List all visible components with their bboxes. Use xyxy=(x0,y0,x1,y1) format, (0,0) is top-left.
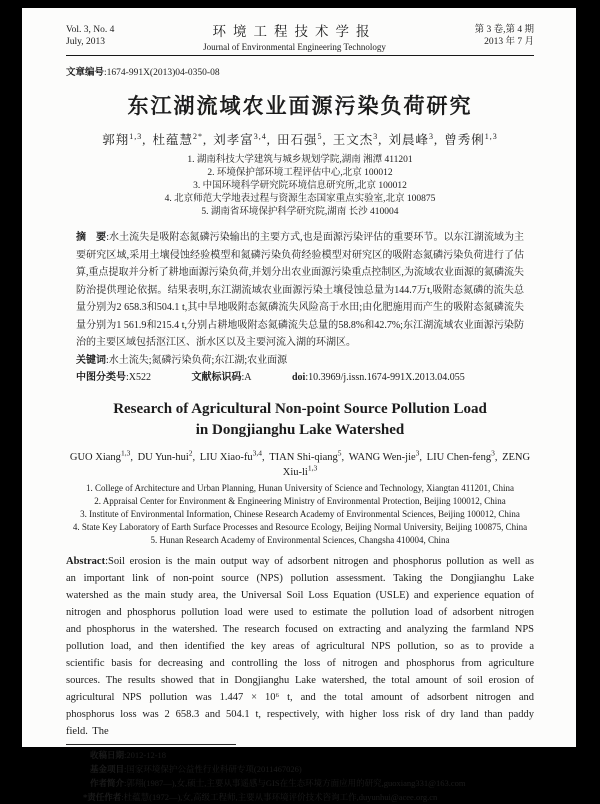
keywords-text: :水土流失;氮磷污染负荷;东江湖;农业面源 xyxy=(106,354,288,366)
received-date-line xyxy=(90,748,534,762)
fund-project-value: :国家环境保护公益性行业科研专项(2011467026) xyxy=(124,763,302,774)
masthead-journal-block xyxy=(114,20,474,52)
author-bio-value: :郭翔(1987—),女,硕士,主要从事遥感与GIS在生态环境方面应用的研究,guoxiang331@163.com xyxy=(124,777,466,788)
author-name: 曾秀俐 xyxy=(444,133,485,147)
scanned-paper-page xyxy=(22,8,576,802)
author-name: LIU Xiao-fu xyxy=(199,452,253,463)
author-name: DU Yun-hui xyxy=(137,452,189,463)
footnote-lines xyxy=(83,748,534,804)
author-affil-sup: 1,3 xyxy=(307,463,318,472)
author-separator: , xyxy=(192,452,198,463)
author-affil-sup: 3,4 xyxy=(252,448,262,458)
author-en xyxy=(426,448,495,463)
doc-code-label: 文献标识码 xyxy=(191,372,242,383)
doi-label: doi xyxy=(292,372,306,383)
author-line-en xyxy=(66,449,534,478)
author-affil-sup: 3 xyxy=(429,131,435,141)
author-separator: , xyxy=(142,133,147,147)
doi-value: :10.3969/j.issn.1674-991X.2013.04.055 xyxy=(305,372,465,383)
author-affil-sup: 3 xyxy=(415,448,420,458)
author-separator: , xyxy=(266,133,271,147)
issue-date-cn: 2013 年 7 月 xyxy=(484,37,534,47)
affiliation-en: 2. Appraisal Center for Environment & Engineering Ministry of Environmental Protection, Beijing 100012, China xyxy=(94,495,506,506)
affiliation-en: 5. Hunan Research Academy of Environmental Sciences, Changsha 410004, China xyxy=(150,534,450,545)
keywords-label: 关键词 xyxy=(76,354,106,366)
author-separator: , xyxy=(419,452,425,463)
author-name: LIU Chen-feng xyxy=(426,452,492,463)
doc-code-segment xyxy=(192,372,252,383)
author-name: GUO Xiang xyxy=(69,452,121,463)
issue-date-en: July, 2013 xyxy=(66,37,105,47)
author-separator: , xyxy=(322,133,327,147)
affiliation-en: 1. College of Architecture and Urban Planning, Hunan University of Science and Technology, Xiangtan 411201, China xyxy=(86,482,514,493)
abstract-cn-text: :水土流失是吸附态氮磷污染输出的主要方式,也是面源污染评估的重要环节。以东江湖流域为主要研究区域,采用土壤侵蚀经验模型和氮磷污染负荷经验模型对研究区的吸附态氮磷污染负荷进行了估算,重点提取并分析了耕地面源污染负荷,并划分出农业面源污染重点控制区,为流域农业面源的氮磷流失防治提供理论依据。结果表明,东江湖流域农业面源污染土壤侵蚀总量为144.7万t,吸附态氮磷的流失总量分别为2 658.3和504.1 t,其中旱地吸附态氮磷流失风险高于水田;由化肥施用而产生的吸附态氮磷流失量分别为1 561.9和215.4 t,分别占耕地吸附态氮磷流失总量的58.8%和42.7%;东江湖流域农业面源污染防治的主要区域包括沤江区、浙水区以及主要河流入湖的环湖区。 xyxy=(76,232,525,348)
paper-title-en-line2: in Dongjianghu Lake Watershed xyxy=(195,421,405,438)
author-cn xyxy=(333,133,379,147)
author-affil-sup: 5 xyxy=(317,131,323,141)
fund-project-line xyxy=(90,762,534,776)
fund-project-label: 基金项目 xyxy=(90,763,125,774)
abstract-cn-label: 摘 要 xyxy=(76,232,107,243)
author-en xyxy=(137,448,193,463)
abstract-en-label: Abstract xyxy=(66,555,106,567)
affiliation-cn: 2. 环境保护部环境工程评估中心,北京 100012 xyxy=(207,168,393,178)
paper-title-en-line1: Research of Agricultural Non-point Source Pollution Load xyxy=(113,400,487,417)
author-bio-label: 作者简介 xyxy=(90,777,125,788)
corresponding-author-line xyxy=(83,790,534,804)
author-affil-sup: 1,3 xyxy=(120,448,131,458)
author-affil-sup: 5 xyxy=(337,448,342,458)
corresponding-author-value: :杜蕴慧(1972—),女,高级工程师,主要从事环境评价技术咨询工作,duyunhui@acee.org.cn xyxy=(121,791,438,802)
affiliation-cn: 3. 中国环境科学研究院环境信息研究所,北京 100012 xyxy=(193,181,407,191)
abstract-cn xyxy=(76,229,524,352)
affiliation-en: 4. State Key Laboratory of Earth Surface Processes and Resource Ecology, Beijing Normal University, Beijing 100875, China xyxy=(72,521,528,532)
clc-segment xyxy=(76,372,151,383)
journal-title-en: Journal of Environmental Engineering Technology xyxy=(203,42,386,52)
author-name: 刘孝富 xyxy=(213,133,254,147)
paper-title-en xyxy=(66,399,534,441)
author-name: 杜蕴慧 xyxy=(152,133,193,147)
author-name: WANG Wen-jie xyxy=(348,452,416,463)
author-affil-sup: 2 xyxy=(188,448,193,458)
affiliation-cn: 4. 北京师范大学地表过程与资源生态国家重点实验室,北京 100875 xyxy=(164,194,436,204)
article-number-label: 文章编号 xyxy=(66,68,105,78)
clc-value: :X522 xyxy=(126,372,151,383)
author-affil-sup: 1,3 xyxy=(484,131,498,141)
author-separator: , xyxy=(130,452,136,463)
journal-masthead xyxy=(66,20,534,52)
author-separator: , xyxy=(494,452,501,463)
doc-code-value: :A xyxy=(241,372,252,383)
author-affil-sup: 3 xyxy=(373,131,379,141)
author-en xyxy=(69,448,131,463)
classification-line xyxy=(76,369,524,387)
author-affil-sup: 3,4 xyxy=(253,131,267,141)
affiliation-cn: 1. 湖南科技大学建筑与城乡规划学院,湖南 湘潭 411201 xyxy=(187,155,413,165)
received-date-label: 收稿日期 xyxy=(90,749,125,760)
author-separator: , xyxy=(378,133,383,147)
author-separator: , xyxy=(434,133,439,147)
author-separator: , xyxy=(341,452,347,463)
article-number-value: :1674-991X(2013)04-0350-08 xyxy=(104,68,220,78)
corresponding-author-label: *责任作者 xyxy=(83,791,122,802)
author-cn xyxy=(213,133,267,147)
author-affil-sup: 2* xyxy=(192,131,203,141)
affiliation-list-en xyxy=(66,482,534,547)
abstract-en xyxy=(66,553,534,740)
article-number xyxy=(66,64,534,78)
author-name: 郭翔 xyxy=(102,133,130,147)
author-cn xyxy=(152,133,203,147)
author-cn xyxy=(277,133,323,147)
journal-title-cn: 环境工程技术学报 xyxy=(212,24,377,39)
author-cn xyxy=(389,133,435,147)
doi-segment xyxy=(292,372,465,383)
author-name: ZENG Xiu-li xyxy=(282,452,531,478)
affiliation-cn: 5. 湖南省环境保护科学研究院,湖南 长沙 410004 xyxy=(201,207,399,217)
author-line-cn xyxy=(66,130,534,148)
abstract-en-text: :Soil erosion is the main output way of adsorbent nitrogen and phosphorus pollution as well as an important link of non-point source (NPS) pollution assessment. Taking the Dongjianghu Lake watershed as the main study area, the Universal Soil Loss Equation (USLE) and experience equation of nitrogen and phosphorus pollution load were used to estimate the pollution load of adsorbent nitrogen and phosphorus in the watershed. The research focused on extracting and analyzing the farmland NPS pollution load, and then identified the key areas of agricultural NPS pollution, so as to provide a scientific basis for decreasing and controlling the loss of nitrogen and phosphorus from agriculture sources. The results showed that in Dongjianghu Lake watershed, the total amount of soil erosion of agricultural NPS pollution was 1.447 × 10⁶ t, and the total amount of adsorbent nitrogen and phosphorus loss was 2 658.3 and 504.1 t, respectively, with higher loss risk of dry land than paddy field. The xyxy=(66,555,534,737)
author-name: 田石强 xyxy=(276,133,318,147)
footnote-block xyxy=(66,744,534,804)
author-separator: , xyxy=(202,133,208,147)
author-cn xyxy=(444,133,498,147)
received-date-value: :2012-12-18 xyxy=(124,749,167,760)
author-affil-sup: 1,3 xyxy=(129,131,143,141)
masthead-divider xyxy=(66,55,534,56)
volume-number: Vol. 3, No. 4 xyxy=(66,24,115,35)
author-en xyxy=(348,448,420,463)
author-bio-line xyxy=(90,776,534,790)
author-en xyxy=(269,448,342,463)
issue-number-cn: 第 3 卷,第 4 期 xyxy=(474,24,534,35)
masthead-issue-block xyxy=(475,24,534,49)
author-separator: , xyxy=(261,452,268,463)
author-cn xyxy=(102,133,142,147)
affiliation-list-cn xyxy=(66,154,534,219)
footnote-divider xyxy=(66,744,236,745)
author-name: 王文杰 xyxy=(332,133,374,147)
author-name: 刘晨峰 xyxy=(388,133,430,147)
clc-label: 中图分类号 xyxy=(76,372,126,383)
paper-title-cn: 东江湖流域农业面源污染负荷研究 xyxy=(127,94,473,118)
affiliation-en: 3. Institute of Environmental Information, Chinese Research Academy of Environmental Sciences, Beijing 100012, China xyxy=(80,508,520,519)
author-affil-sup: 3 xyxy=(491,448,495,458)
author-en xyxy=(199,448,262,463)
keywords-line xyxy=(76,352,524,370)
masthead-volume-block xyxy=(66,24,114,49)
author-name: TIAN Shi-qiang xyxy=(269,452,338,463)
